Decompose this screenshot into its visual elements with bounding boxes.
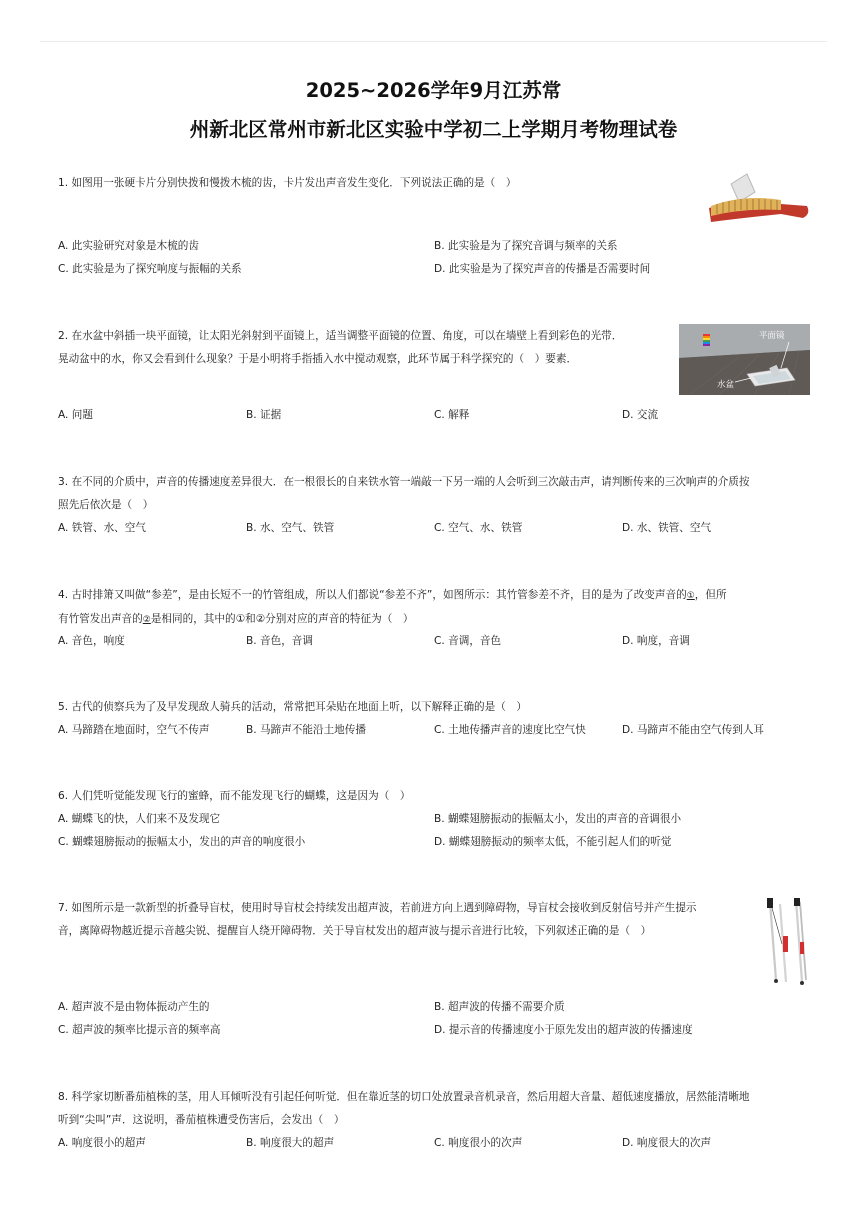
q8-stem-line1: 8. 科学家切断番茄植株的茎，用人耳倾听没有引起任何听觉．但在靠近茎的切口处放置录音机录音，然后用超大音量、超低速度播放，居然能清晰地 xyxy=(58,1091,750,1103)
q3-option-a[interactable]: A. 铁管、水、空气 xyxy=(58,522,146,534)
q2-stem-line2: 晃动盆中的水，你又会看到什么现象？于是小明将手指插入水中搅动观察，此环节属于科学探究的（ ）要素． xyxy=(58,353,578,365)
q4-option-d[interactable]: D. 响度，音调 xyxy=(622,635,690,647)
fig-label-mirror: 平面镜 xyxy=(759,331,785,341)
q4-stem-line2: 有竹管发出声音的②是相同的，其中的①和②分别对应的声音的特征为（ ） xyxy=(58,613,414,625)
q6-option-b[interactable]: B. 蝴蝶翅膀振动的振幅太小，发出的声音的音调很小 xyxy=(434,813,682,825)
q7-option-c[interactable]: C. 超声波的频率比提示音的频率高 xyxy=(58,1024,221,1036)
q6-option-d[interactable]: D. 蝴蝶翅膀振动的频率太低，不能引起人们的听觉 xyxy=(434,836,672,848)
question-5-stem: 5. 古代的侦察兵为了及早发现敌人骑兵的活动，常常把耳朵贴在地面上听，以下解释正确的是（ ） xyxy=(58,701,528,713)
q5-option-d[interactable]: D. 马蹄声不能由空气传到人耳 xyxy=(622,724,765,736)
q5-option-b[interactable]: B. 马蹄声不能沿土地传播 xyxy=(246,724,366,736)
q5-option-c[interactable]: C. 土地传播声音的速度比空气快 xyxy=(434,724,586,736)
exam-title-line2: 州新北区常州市新北区实验中学初二上学期月考物理试卷 xyxy=(189,118,678,141)
header-rule xyxy=(40,41,827,42)
question-7-stem xyxy=(58,897,697,943)
q4-option-c[interactable]: C. 音调，音色 xyxy=(434,635,502,647)
q7-option-b[interactable]: B. 超声波的传播不需要介质 xyxy=(434,1001,565,1013)
q4-stem-line1: 4. 古时排箫又叫做“参差”，是由长短不一的竹管组成，所以人们都说“参差不齐”，如图所示：其竹管参差不齐，目的是为了改变声音的①，但所 xyxy=(58,589,727,601)
q6-option-a[interactable]: A. 蝴蝶飞的快，人们来不及发现它 xyxy=(58,813,221,825)
question-2-stem xyxy=(58,325,622,371)
q8-option-d[interactable]: D. 响度很大的次声 xyxy=(622,1137,712,1149)
q4-option-a[interactable]: A. 音色，响度 xyxy=(58,635,125,647)
q2-option-d[interactable]: D. 交流 xyxy=(622,409,659,421)
question-3-stem xyxy=(58,471,749,517)
q3-stem-line2: 照先后依次是（ ） xyxy=(58,499,154,511)
q8-option-a[interactable]: A. 响度很小的超声 xyxy=(58,1137,146,1149)
question-8-stem xyxy=(58,1086,749,1132)
q3-option-d[interactable]: D. 水、铁管、空气 xyxy=(622,522,712,534)
q3-stem-line1: 3. 在不同的介质中，声音的传播速度差异很大．在一根很长的自来铁水管一端敲一下另一端的人会听到三次敲击声，请判断传来的三次响声的介质按 xyxy=(58,476,750,488)
question-6-stem: 6. 人们凭听觉能发现飞行的蜜蜂，而不能发现飞行的蝴蝶，这是因为（ ） xyxy=(58,790,411,802)
question-4-stem xyxy=(58,584,727,632)
q6-option-c[interactable]: C. 蝴蝶翅膀振动的振幅太小，发出的声音的响度很小 xyxy=(58,836,306,848)
q7-stem-line2: 音，离障碍物越近提示音越尖锐、提醒盲人绕开障碍物．关于导盲杖发出的超声波与提示音进行比较，下列叙述正确的是（ ） xyxy=(58,925,652,937)
q8-stem-line2: 听到“尖叫”声．这说明，番茄植株遭受伤害后，会发出（ ） xyxy=(58,1114,345,1126)
white-cane-figure xyxy=(760,896,812,986)
fig-label-basin: 水盆 xyxy=(717,380,735,390)
q7-stem-line1: 7. 如图所示是一款新型的折叠导盲杖，使用时导盲杖会持续发出超声波，若前进方向上遇到障碍物，导盲杖会接收到反射信号并产生提示 xyxy=(58,902,697,914)
question-1-stem: 1. 如图用一张硬卡片分别快拨和慢拨木梳的齿，卡片发出声音发生变化．下列说法正确的是（ ） xyxy=(58,177,517,189)
q2-option-c[interactable]: C. 解释 xyxy=(434,409,470,421)
q3-option-b[interactable]: B. 水、空气、铁管 xyxy=(246,522,335,534)
q3-option-c[interactable]: C. 空气、水、铁管 xyxy=(434,522,523,534)
q1-option-b[interactable]: B. 此实验是为了探究音调与频率的关系 xyxy=(434,240,618,252)
q1-option-d[interactable]: D. 此实验是为了探究声音的传播是否需要时间 xyxy=(434,263,651,275)
q2-option-b[interactable]: B. 证据 xyxy=(246,409,282,421)
q7-option-a[interactable]: A. 超声波不是由物体振动产生的 xyxy=(58,1001,210,1013)
mirror-basin-figure xyxy=(679,324,810,395)
q8-option-b[interactable]: B. 响度很大的超声 xyxy=(246,1137,335,1149)
exam-title-line1: 2025~2026学年9月江苏常 xyxy=(305,79,562,102)
q4-blank-2: ② xyxy=(142,615,151,625)
q4-blank-1: ① xyxy=(686,591,695,601)
q7-option-d[interactable]: D. 提示音的传播速度小于原先发出的超声波的传播速度 xyxy=(434,1024,693,1036)
q5-option-a[interactable]: A. 马蹄踏在地面时，空气不传声 xyxy=(58,724,210,736)
q2-option-a[interactable]: A. 问题 xyxy=(58,409,93,421)
q2-stem-line1: 2. 在水盆中斜插一块平面镜，让太阳光斜射到平面镜上，适当调整平面镜的位置、角度，可以在墙壁上看到彩色的光带． xyxy=(58,330,623,342)
q1-option-a[interactable]: A. 此实验研究对象是木梳的齿 xyxy=(58,240,199,252)
q1-option-c[interactable]: C. 此实验是为了探究响度与振幅的关系 xyxy=(58,263,242,275)
q8-option-c[interactable]: C. 响度很小的次声 xyxy=(434,1137,523,1149)
q4-option-b[interactable]: B. 音色，音调 xyxy=(246,635,313,647)
comb-card-figure xyxy=(703,170,813,230)
